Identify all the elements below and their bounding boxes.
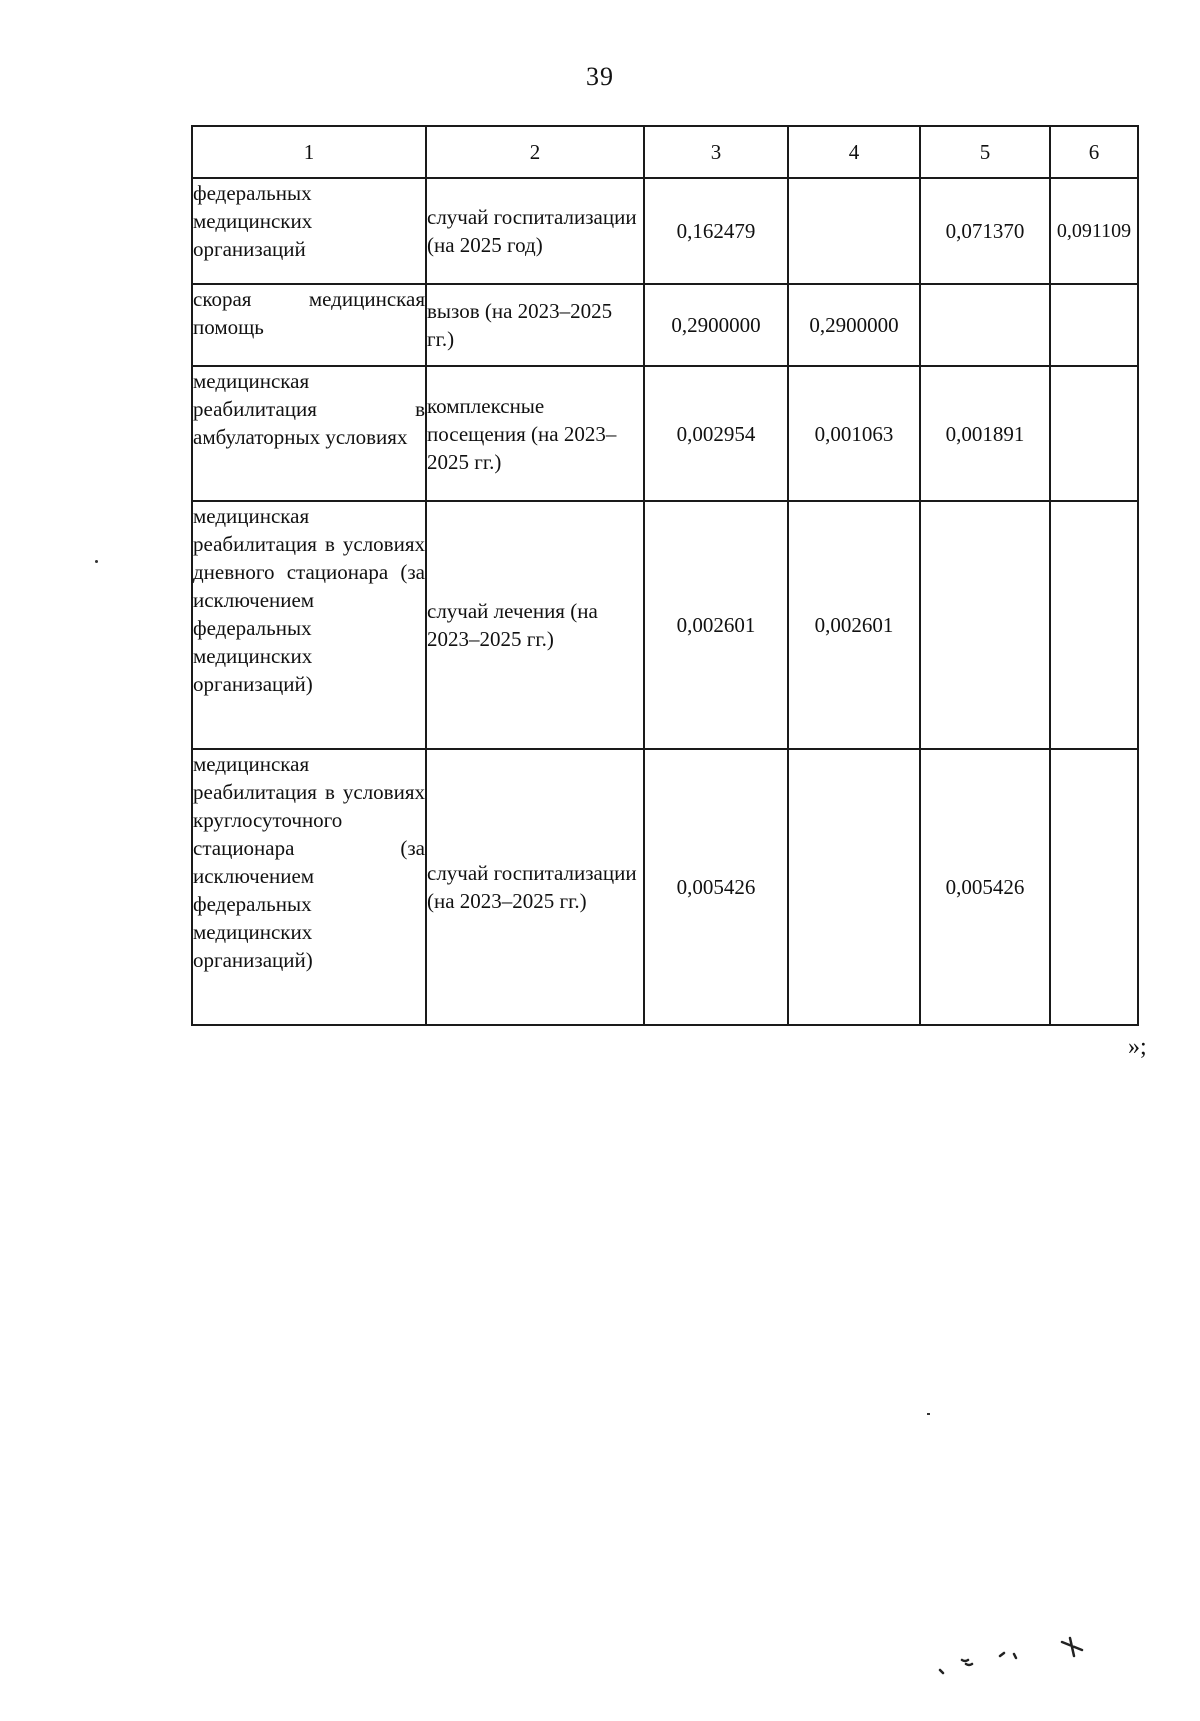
unit-cell: комплексные посещения (на 2023–2025 гг.) — [426, 366, 644, 501]
value-cell-col5 — [920, 284, 1050, 366]
value-cell-col3: 0,2900000 — [644, 284, 788, 366]
table-header-row — [192, 126, 1138, 178]
column-header: 4 — [788, 126, 920, 178]
column-header: 5 — [920, 126, 1050, 178]
value-cell-col3: 0,002601 — [644, 501, 788, 749]
value-cell-col3: 0,162479 — [644, 178, 788, 284]
value-cell-col6 — [1050, 501, 1138, 749]
value-cell-col5 — [920, 501, 1050, 749]
table-row — [192, 501, 1138, 749]
scan-speck — [927, 1413, 930, 1415]
care-type-cell: скорая медицинская помощь — [192, 284, 426, 366]
scan-mark-scribble — [930, 1620, 1110, 1680]
value-cell-col3: 0,005426 — [644, 749, 788, 1025]
care-type-cell: медицинская реабилитация в амбулаторных условиях — [192, 366, 426, 501]
unit-cell: случай лечения (на 2023–2025 гг.) — [426, 501, 644, 749]
value-cell-col4 — [788, 749, 920, 1025]
table-row — [192, 284, 1138, 366]
column-header: 1 — [192, 126, 426, 178]
unit-cell: вызов (на 2023–2025 гг.) — [426, 284, 644, 366]
value-cell-col4 — [788, 178, 920, 284]
table-row — [192, 749, 1138, 1025]
care-type-cell: медицинская реабилитация в условиях дневного стационара (за исключением федеральных медицинских организаций) — [192, 501, 426, 749]
value-cell-col5: 0,071370 — [920, 178, 1050, 284]
value-cell-col4: 0,002601 — [788, 501, 920, 749]
page-number: 39 — [586, 62, 614, 91]
table-row — [192, 178, 1138, 284]
value-cell-col5: 0,005426 — [920, 749, 1050, 1025]
unit-cell: случай госпитализации (на 2025 год) — [426, 178, 644, 284]
column-header: 6 — [1050, 126, 1138, 178]
closing-quote-mark: »; — [1128, 1034, 1147, 1060]
unit-cell: случай госпитализации (на 2023–2025 гг.) — [426, 749, 644, 1025]
value-cell-col6: 0,091109 — [1050, 178, 1138, 284]
value-cell-col4: 0,001063 — [788, 366, 920, 501]
data-table — [191, 125, 1139, 1026]
column-header: 2 — [426, 126, 644, 178]
value-cell-col6 — [1050, 366, 1138, 501]
table-row — [192, 366, 1138, 501]
column-header: 3 — [644, 126, 788, 178]
scan-speck — [95, 560, 98, 563]
value-cell-col5: 0,001891 — [920, 366, 1050, 501]
care-type-cell: федеральных медицинских организаций — [192, 178, 426, 284]
value-cell-col6 — [1050, 284, 1138, 366]
value-cell-col3: 0,002954 — [644, 366, 788, 501]
care-type-cell: медицинская реабилитация в условиях круглосуточного стационара (за исключением федеральных медицинских организаций) — [192, 749, 426, 1025]
value-cell-col4: 0,2900000 — [788, 284, 920, 366]
value-cell-col6 — [1050, 749, 1138, 1025]
